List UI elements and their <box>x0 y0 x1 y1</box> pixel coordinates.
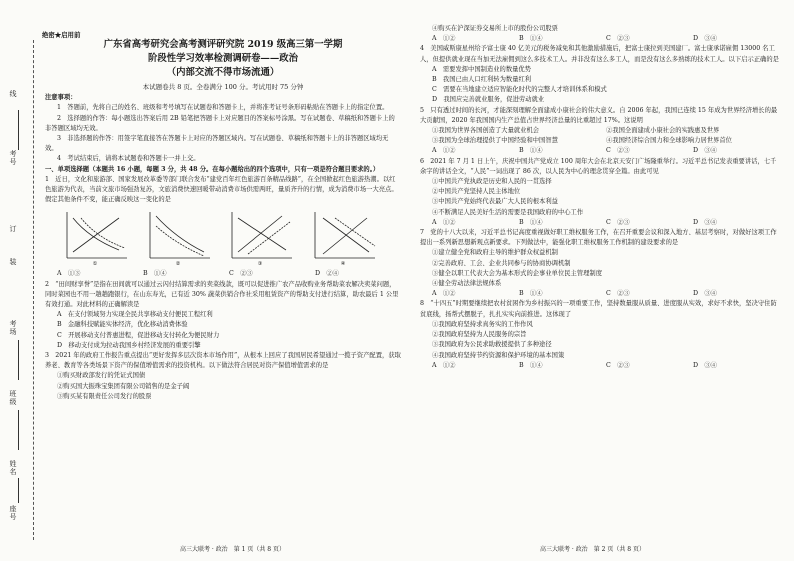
question-8-answers <box>432 361 780 371</box>
exam-title-line3: （内部交流不得市场流通） <box>166 67 280 78</box>
binding-label-zuohao: 座号 <box>9 505 17 521</box>
statement-option: ②我国政府坚持为人民服务的宗旨 <box>432 331 527 339</box>
statement-option: ③我国政府为公民求助救援提供了多种途径 <box>432 341 552 349</box>
statement-option: ④我国政府坚持节约资源和保护环境的基本国策 <box>432 351 565 359</box>
statement-option: ①中国共产党执政是历史和人民的一贯选择 <box>432 178 552 186</box>
answer-option[interactable]: C ②③ <box>606 361 630 369</box>
answer-option[interactable]: A ①③ <box>57 270 81 278</box>
chart-4-label: ④ <box>340 261 346 267</box>
answer-option[interactable]: B ①④ <box>519 290 543 298</box>
answer-option[interactable]: D 我国应完善就业服务，促进劳动就业 <box>432 96 545 104</box>
binding-label-banji: 班级 <box>9 390 17 406</box>
binding-label-xian: 线 <box>9 90 17 98</box>
statement-option: ④不断满足人民美好生活的需要是我国政府的中心工作 <box>432 208 584 216</box>
chart-2 <box>142 208 214 266</box>
page-footer-left: 高三大联考 · 政治 第 1 页（共 8 页） <box>180 546 285 553</box>
question-3-stem: 3 2021 年的政府工作报告重点提出“更好发挥多层次资本市场作用”，从根本上回应了我国居民希望通过一揽子资产配置，获取养老、教育等各类场景下资产的保值增值需求的投资机构。以下做法符合居民对资产保值增值需求的是 <box>45 352 401 370</box>
binding-label-xingming: 姓名 <box>9 460 17 476</box>
answer-option[interactable]: B ①④ <box>519 35 543 43</box>
section-heading: 一、单项选择题（本题共 16 小题，每题 3 分，共 48 分。在每小题给出的四个选项中，只有一项是符合题目要求的。） <box>45 165 380 173</box>
answer-option[interactable]: D ③④ <box>693 35 717 43</box>
answer-option[interactable]: A ①② <box>432 147 456 155</box>
answer-option[interactable]: A 需要发挥中国制造业的数量优势 <box>432 65 532 73</box>
answer-option[interactable]: B 金融科技赋能实体经济，优化移动消费体验 <box>57 321 188 329</box>
answer-option[interactable]: D ②④ <box>315 270 339 278</box>
exam-title-line1: 广东省高考研究会高考测评研究院 2019 级高三第一学期 <box>103 39 343 50</box>
page-footer-right: 高三大联考 · 政治 第 2 页（共 8 页） <box>540 546 645 553</box>
statement-option: ③中国共产党始终代表最广大人民的根本利益 <box>432 198 558 206</box>
answer-option[interactable]: A ①② <box>432 218 456 226</box>
notice-item: 2 选择题的作答：每小题选出答案后用 2B 铅笔把答题卡上对应题目的答案标号涂黑。写在试题卷、草稿纸和答题卡上的非答题区域均无效。 <box>45 114 395 132</box>
notice-item: 4 考试结束后，请将本试题卷和答题卡一并上交。 <box>57 155 200 163</box>
right-column <box>420 24 780 371</box>
question-1-stem: 1 近日，文化和旅游部、国家发展改革委等部门联合发布“建党百年红色旅游百条精品线路”，在全国掀起红色旅游热潮。以红色旅游为代表，当前文旅市场强劲复苏，文旅消费快速回暖带动消费市场供需两旺，量质齐升的行情，成为消费市场一大亮点。假定其他条件不变，能正确反映这一变化的是 <box>45 175 398 204</box>
answer-option[interactable]: C 开展移动支付普惠进程，促进移动支付转化为便民财力 <box>57 331 220 339</box>
question-6-stem: 6 2021 年 7 月 1 日上午，庆祝中国共产党成立 100 周年大会在北京天安门广场隆重举行。习近平总书记发表重要讲话，七千余字的讲话全文，“人民”一词出现了 86 次，以人民为中心的理念贯穿全篇。由此可见 <box>420 157 777 175</box>
answer-option[interactable]: B ①④ <box>519 147 543 155</box>
chart-3-label: ③ <box>258 261 263 267</box>
binding-fill-line <box>18 110 28 150</box>
answer-option[interactable]: C ②③ <box>229 270 253 278</box>
statement-option: ④健全劳动法律法规体系 <box>432 280 502 288</box>
binding-label-kaohao: 考号 <box>9 150 17 166</box>
chart-1-label: ① <box>92 261 98 267</box>
answer-option[interactable]: D ③④ <box>693 147 717 155</box>
answer-option[interactable]: A ①② <box>432 290 456 298</box>
question-6-answers <box>432 218 780 228</box>
question-3-answers <box>432 34 780 44</box>
answer-option[interactable]: C ②③ <box>606 290 630 298</box>
statement-option: ①我国为世界各国创造了大量就业机会 <box>432 127 540 135</box>
question-4-stem: 4 美国威斯康星州给予富士康 40 亿美元的税务减免和其他激励措施后，把富士康拉到美国建厂。富士康承诺雇佣 13000 名工人，但提供就业现在当加无法雇佣到这么多技术工人。并非没有这么多工人，而是没有这么多熟练的技术工人。以下启示正确的是 <box>420 45 779 63</box>
chart-1 <box>59 208 131 266</box>
question-5-stem: 5 只有透过时间的长河，才能深刻理解全面建成小康社会的伟大意义。自 2006 年起，我国已连续 15 年成为世界经济增长的最大贡献国，2020 年我国国内生产总值占世界经济总量的比重超过 17%。这说明 <box>420 106 778 124</box>
statement-option: ①建立健全党和政府主导的维护群众权益机制 <box>432 249 558 257</box>
question-2-stem: 2 “田间财享誉”是指在田间就可以通过云闪付结算需求的卖菜线款，既可以促进推广农产品收购业务帮助菜农解决卖菜问题，同时菜园也不用一趟趟跑银行，在山东寿光，已有近 30% 蔬菜供销合作社采用租赁资产的帮助支付进行结算，助农最后 1 公里有效打通。对此材料的正确解读是 <box>45 280 399 309</box>
answer-option[interactable]: B ①④ <box>519 361 543 369</box>
statement-option: ③健全以职工代表大会为基本形式的企事业单位民主管理制度 <box>432 269 603 277</box>
binding-label-ding: 订 <box>9 225 17 233</box>
chart-3 <box>224 208 296 266</box>
answer-option[interactable]: D 移动支付成为拉动我国乡村经济发展的重要引擎 <box>57 341 201 349</box>
notice-heading: 注意事项： <box>45 94 77 102</box>
statement-option: ③购买某有限责任公司发行的股票 <box>57 392 152 400</box>
answer-option[interactable]: B ①④ <box>519 218 543 226</box>
chart-2-label: ② <box>175 261 180 267</box>
exam-info: 本试题卷共 8 页。全卷满分 100 分。考试用时 75 分钟 <box>142 83 304 91</box>
answer-option[interactable]: A ①② <box>432 35 456 43</box>
binding-fill-line <box>18 340 28 380</box>
question-5-statements <box>432 126 780 136</box>
question-8-stem: 8 “十四五”时期要继续把农村贫困作为乡村振兴的一项重要工作，坚持数量服从质量、进度服从实效，求好不求快，坚决守住防贫底线，扬帮式摆脱子，扎扎实实向前推进。这体现了 <box>420 300 777 318</box>
statement-option: ③我国为全球治理提供了中国经验和中国智慧 <box>432 137 558 145</box>
question-1-answers <box>57 269 401 279</box>
answer-option[interactable]: D ③④ <box>693 361 717 369</box>
binding-fill-line <box>18 410 28 450</box>
statement-option: ②中国共产党坚持人民主体地位 <box>432 188 521 196</box>
statement-option: ②完善政府、工会、企业共同参与的协商协调机制 <box>432 259 571 267</box>
statement-option: ①我国政府坚持求真务实的工作作风 <box>432 320 533 328</box>
statement-option: ①购买财政部发行的凭证式国债 <box>57 372 146 380</box>
answer-option[interactable]: A ①② <box>432 361 456 369</box>
statement-option: ②购买国大振珠宝集团有限公司销售的是金子阔 <box>57 382 190 390</box>
binding-dashed-line <box>33 40 34 540</box>
answer-option[interactable]: C ②③ <box>606 35 630 43</box>
answer-option[interactable]: A 在支付领域努力实现全民共享移动支付便民工程红利 <box>57 311 213 319</box>
answer-option[interactable]: C 需要在当地建立适应智能化时代的完整人才培训体系和模式 <box>432 86 607 94</box>
statement-option: ②我国全面建成小康社会的实践惠及世界 <box>606 127 720 135</box>
supply-demand-charts <box>59 208 379 266</box>
notice-item: 1 答题前，先将自己的姓名、班级和考号填写在试题卷和答题卡上，并将准考证号条形码粘贴在答题卡上的指定位置。 <box>57 104 389 112</box>
secret-label: 绝密★启用前 <box>42 31 81 39</box>
answer-option[interactable]: D ③④ <box>693 290 717 298</box>
statement-option: ④购买在沪深证券交易所上市的股份公司股票 <box>432 25 558 32</box>
exam-title-line2: 阶段性学习效率检测调研卷——政治 <box>147 53 298 64</box>
chart-4 <box>307 208 379 266</box>
notice-item: 3 非选择题的作答：用签字笔直接答在答题卡上对应的答题区域内。写在试题卷、草稿纸和答题卡上的非答题区域均无效。 <box>45 135 389 153</box>
binding-fill-line <box>18 478 28 503</box>
answer-option[interactable]: B 我国已由人口红利转为数量红利 <box>432 76 532 84</box>
question-5-statements <box>432 136 780 146</box>
question-7-answers <box>432 289 780 299</box>
question-7-stem: 7 党的十八大以来，习近平总书记高度重视做好职工维权服务工作，在召开重要会议和深入地方、基层考察时，对做好这项工作提出一系列新思想新观点新要求。下列做法中，能强化职工维权服务工作机制的建设要求的是 <box>420 229 777 247</box>
binding-strip <box>0 0 40 561</box>
answer-option[interactable]: D ③④ <box>693 218 717 226</box>
answer-option[interactable]: B ①④ <box>143 270 167 278</box>
left-column <box>45 24 401 402</box>
answer-option[interactable]: C ②③ <box>606 218 630 226</box>
binding-label-kaochang: 考场 <box>9 320 17 336</box>
binding-label-zhuang: 装 <box>9 258 17 266</box>
statement-option: ④我国经济综合国力和全球影响力居世界首位 <box>606 137 732 145</box>
answer-option[interactable]: C ②③ <box>606 147 630 155</box>
question-5-answers <box>432 146 780 156</box>
